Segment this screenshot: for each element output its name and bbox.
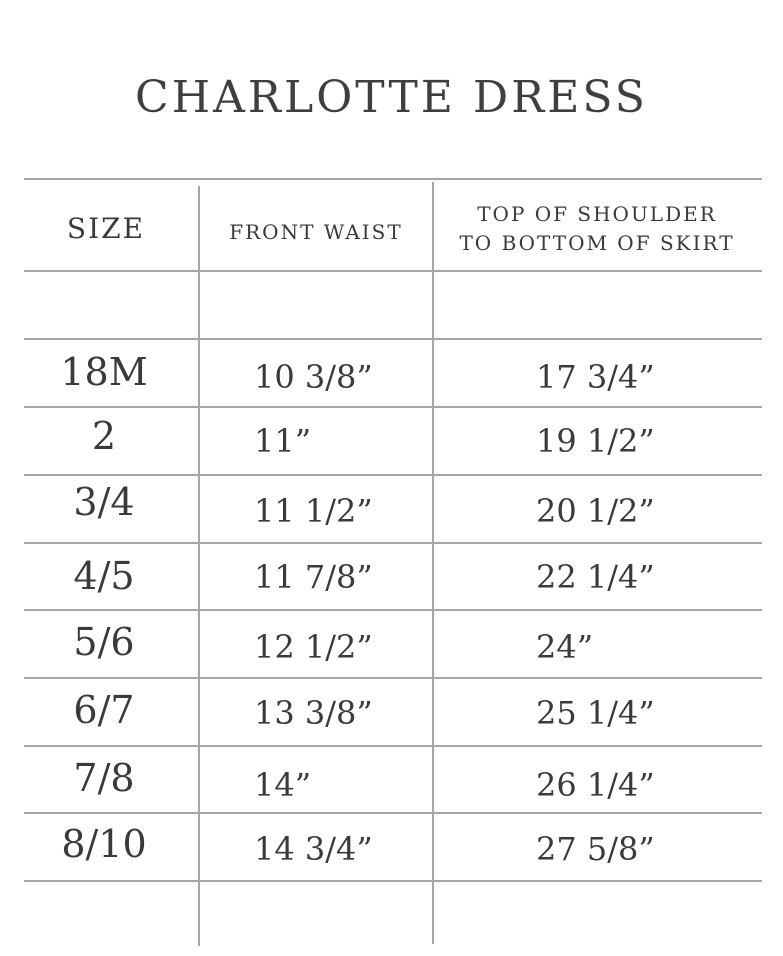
size-cell: 18M (60, 350, 148, 394)
header-bottom-border (24, 270, 762, 272)
column-divider (432, 182, 434, 944)
row-divider (24, 338, 762, 340)
front-waist-cell: 11 7/8” (254, 558, 373, 596)
header-shoulder-line-2: TO BOTTOM OF SKIRT (459, 231, 735, 255)
header-shoulder-line-1: TOP OF SHOULDER (477, 202, 717, 226)
shoulder-cell: 27 5/8” (536, 830, 655, 868)
row-divider (24, 474, 762, 476)
front-waist-cell: 11” (254, 422, 312, 460)
header-shoulder-to-skirt (434, 200, 760, 258)
front-waist-cell: 11 1/2” (254, 492, 373, 530)
shoulder-cell: 25 1/4” (536, 694, 655, 732)
size-cell: 4/5 (73, 554, 135, 598)
header-front-waist: FRONT WAIST (229, 220, 403, 244)
table-top-border (24, 178, 762, 180)
shoulder-cell: 22 1/4” (536, 558, 655, 596)
size-cell: 6/7 (73, 688, 135, 732)
shoulder-cell: 26 1/4” (536, 766, 655, 804)
row-divider (24, 542, 762, 544)
row-divider (24, 745, 762, 747)
shoulder-cell: 19 1/2” (536, 422, 655, 460)
front-waist-cell: 14” (254, 766, 312, 804)
size-cell: 5/6 (73, 620, 135, 664)
size-cell: 7/8 (73, 756, 135, 800)
row-divider (24, 677, 762, 679)
size-cell: 2 (91, 414, 117, 458)
size-cell: 8/10 (61, 822, 147, 866)
shoulder-cell: 17 3/4” (536, 358, 655, 396)
row-divider (24, 406, 762, 408)
header-size: SIZE (66, 212, 146, 245)
column-divider (198, 186, 200, 946)
front-waist-cell: 13 3/8” (254, 694, 373, 732)
page-title: CHARLOTTE DRESS (135, 72, 648, 123)
shoulder-cell: 20 1/2” (536, 492, 655, 530)
size-cell: 3/4 (73, 480, 135, 524)
row-divider (24, 812, 762, 814)
front-waist-cell: 14 3/4” (254, 830, 373, 868)
front-waist-cell: 12 1/2” (254, 628, 373, 666)
shoulder-cell: 24” (536, 628, 594, 666)
row-divider (24, 609, 762, 611)
front-waist-cell: 10 3/8” (254, 358, 373, 396)
table-bottom-border (24, 880, 762, 882)
